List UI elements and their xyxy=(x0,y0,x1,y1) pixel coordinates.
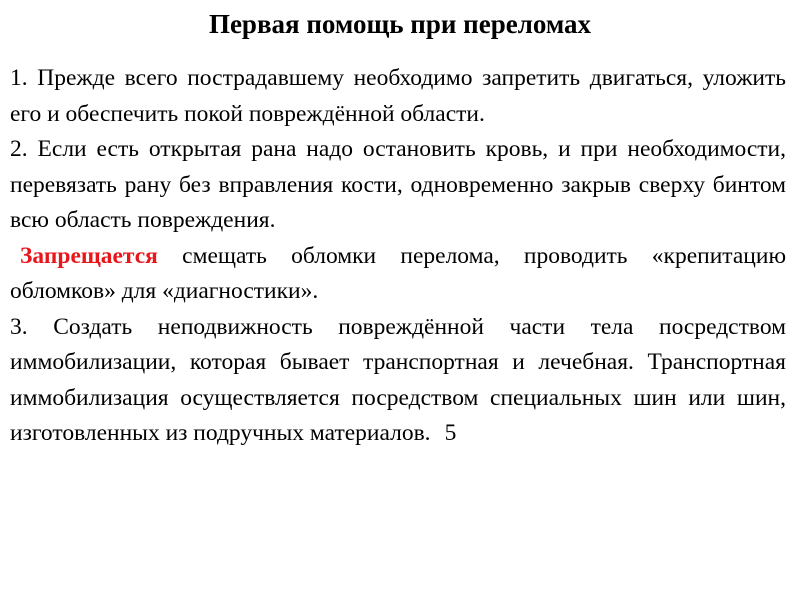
paragraph-step-2: 2. Если есть открытая рана надо остановить кровь, и при необходимости, перевязать рану без вправления кости, одновременно закрыв сверху бинтом всю область повреждения. xyxy=(10,136,786,233)
slide-body xyxy=(10,61,786,452)
page-number: 5 xyxy=(444,420,457,446)
paragraph-step-3 xyxy=(10,310,786,452)
step-3-text: 3. Создать неподвижность повреждённой части тела посредством иммобилизации, которая бывает транспортная и лечебная. Транспортная иммобилизация осуществляется посредством специальных шин или шин, изготовленных из подручных материалов. xyxy=(10,313,786,446)
prohibition-text: смещать обломки перелома, проводить «крепитацию обломков» для «диагностики». xyxy=(10,242,786,304)
paragraph-step-1: 1. Прежде всего пострадавшему необходимо запретить двигаться, уложить его и обеспечить покой повреждённой области. xyxy=(10,65,786,127)
prohibition-keyword: Запрещается xyxy=(20,242,158,269)
slide-title: Первая помощь при переломах xyxy=(208,9,592,39)
paragraph-prohibition xyxy=(10,239,786,310)
